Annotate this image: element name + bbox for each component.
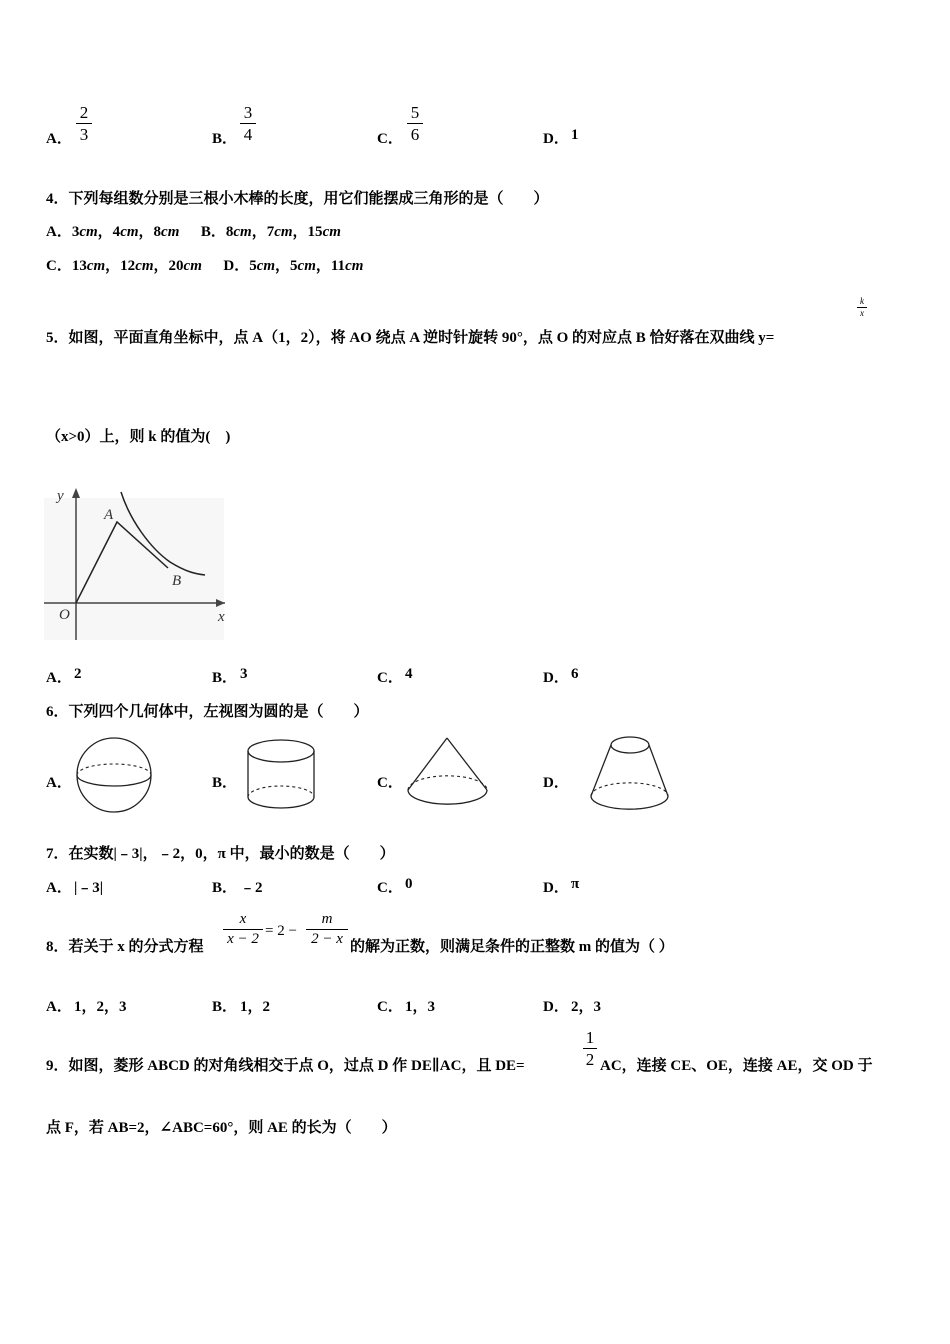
denominator: x [860,308,864,318]
question-stem: 4．下列每组数分别是三根小木棒的长度，用它们能摆成三角形的是（ ） [46,191,549,207]
numerator: 1 [585,1028,595,1047]
question-stem: 5．如图，平面直角坐标中，点 A（1，2），将 AO 绕点 A 逆时针旋转 90°，点 O 的对应点 B 恰好落在双曲线 y= [46,330,775,346]
option-value: 1，2 [240,999,271,1015]
origin-label: O [59,607,70,623]
option-label: B． [212,670,238,686]
fraction [583,1029,597,1068]
option-value: 1，3 [405,999,436,1015]
denominator: 3 [79,125,89,144]
option-text: 3 [71,224,80,240]
option-text: ，15 [292,224,323,240]
option-text: ，8 [138,224,162,240]
option-label: C． [377,775,403,791]
option-label: D． [543,880,569,896]
cone-icon [408,738,487,804]
unit: cm [120,224,139,240]
option-label: A． [46,880,72,896]
frustum-icon [591,737,668,809]
unit: cm [86,258,106,274]
option-value: ﹣2 [240,880,263,896]
option-label: B． [212,131,238,147]
option-label: D． [543,775,569,791]
numerator: 2 [79,103,89,122]
fraction-lhs [223,912,263,947]
option-value: 2，3 [571,999,602,1015]
unit: cm [274,224,293,240]
question-stem: 7．在实数|﹣3|，﹣2，0，π 中，最小的数是（ ） [46,846,395,862]
point-b-label: B [172,573,182,589]
denominator: 2 − x [311,931,343,947]
option-text: ，12 [105,258,136,274]
denominator: 2 [585,1050,595,1069]
option-label: B． [212,880,238,896]
numerator: 5 [410,103,420,122]
point-a-label: A [104,507,114,523]
option-label: D． [223,258,250,274]
numerator: m [321,911,333,927]
x-axis-label: x [218,609,225,625]
numerator: x [239,911,247,927]
option-label: C． [377,670,403,686]
option-label: C． [377,131,403,147]
y-axis-label: y [57,488,64,504]
cylinder-icon [248,740,314,808]
option-label: B． [212,775,238,791]
question-stem: 9．如图，菱形 ABCD 的对角线相交于点 O，过点 D 作 DE∥AC，且 DE= [46,1058,525,1074]
option-label: A． [46,131,72,147]
option-value: 0 [405,876,413,892]
option-value: 4 [405,666,413,682]
fraction-rhs [306,912,348,947]
option-text: 13 [71,258,87,274]
option-label: B． [200,224,226,240]
equation-middle: = 2 − [265,923,297,939]
unit: cm [233,224,252,240]
numerator: k [860,296,864,306]
option-label: C． [377,880,403,896]
unit: cm [297,258,316,274]
option-label: B． [212,999,238,1015]
unit: cm [256,258,276,274]
option-text: 8 [225,224,234,240]
denominator: 6 [410,125,420,144]
unit: cm [322,224,341,240]
option-value: π [571,876,580,892]
option-label: A． [46,999,72,1015]
option-value: 3 [240,666,248,682]
unit: cm [79,224,98,240]
option-label: D． [543,999,569,1015]
question-stem: 8．若关于 x 的分式方程 [46,939,204,955]
question-stem: 6．下列四个几何体中，左视图为圆的是（ ） [46,704,369,720]
option-text: ，5 [275,258,298,274]
option-value: 1 [571,127,579,143]
denominator: 4 [243,125,253,144]
option-text: 5 [249,258,257,274]
numerator: 3 [243,103,253,122]
unit: cm [345,258,364,274]
option-label: C． [46,258,72,274]
question-stem-continued: 的解为正数，则满足条件的正整数 m 的值为（ ） [350,939,674,955]
question-stem-line2: 点 F，若 AB=2，∠ABC=60°，则 AE 的长为（ ） [46,1120,397,1136]
option-label: D． [543,670,569,686]
option-label: C． [377,999,403,1015]
option-label: A． [46,670,72,686]
question-stem-continued: （x>0）上，则 k 的值为( ) [46,429,231,445]
unit: cm [135,258,154,274]
option-label: A． [46,775,72,791]
option-text: ，7 [251,224,275,240]
option-value: |﹣3| [74,880,104,896]
unit: cm [183,258,202,274]
option-label: A． [46,224,72,240]
option-value: 1，2，3 [74,999,127,1015]
option-text: ，20 [153,258,184,274]
option-label: D． [543,131,569,147]
unit: cm [161,224,180,240]
sphere-icon [77,738,151,812]
option-value: 6 [571,666,579,682]
option-value: 2 [74,666,82,682]
question-stem-continued: AC，连接 CE、OE，连接 AE，交 OD 于 [600,1058,873,1074]
option-text: ，11 [315,258,346,274]
denominator: x − 2 [227,931,259,947]
option-text: ，4 [97,224,121,240]
